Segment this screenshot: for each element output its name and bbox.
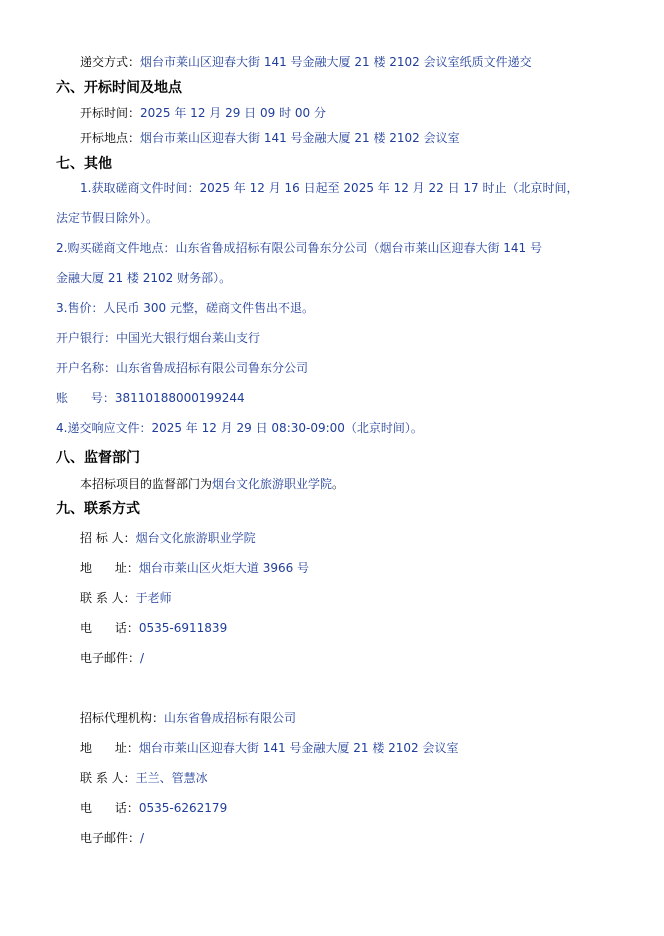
section-9-heading: 九、联系方式 — [56, 501, 140, 517]
agent-contact-value: 王兰、管慧冰 — [135, 771, 208, 785]
buyer-email-value: / — [140, 651, 145, 665]
opening-place-label: 开标地点： — [80, 131, 141, 145]
account-name-line — [56, 360, 308, 376]
buyer-email-line — [80, 650, 144, 666]
buyer-phone-value: 0535-6911839 — [138, 621, 228, 635]
account-number-value: 38110188000199244 — [114, 391, 245, 405]
item-1-line — [80, 180, 578, 196]
item-3-line: 3.售价：人民币 300 元整，磋商文件售出不退。 — [56, 301, 314, 315]
opening-place-line — [80, 130, 460, 146]
bank-value: 中国光大银行烟台莱山支行 — [116, 331, 261, 345]
buyer-address-line — [80, 560, 309, 576]
opening-time-value: 2025 年 12 月 29 日 09 时 00 分 — [140, 106, 326, 120]
item-1-continuation — [56, 210, 158, 226]
supervisor-line — [80, 476, 344, 492]
opening-time-label: 开标时间： — [80, 106, 141, 120]
agent-phone-label: 电 话： — [80, 801, 139, 815]
supervisor-value: 烟台文化旅游职业学院 — [212, 477, 333, 491]
submit-method-label: 递交方式： — [80, 55, 141, 69]
buyer-phone-line — [80, 620, 227, 636]
item-2-cont: 金融大厦 21 楼 2102 财务部）。 — [56, 271, 232, 285]
bank-line — [56, 330, 260, 346]
item-4-prefix: 4.递交响应文件： — [56, 421, 152, 435]
bank-label: 开户银行： — [56, 331, 117, 345]
buyer-contact-value: 于老师 — [135, 591, 172, 605]
agent-email-label: 电子邮件： — [80, 831, 141, 845]
agent-contact-line — [80, 770, 208, 786]
item-4-value: 2025 年 12 月 29 日 08:30-09:00（北京时间）。 — [151, 421, 423, 435]
item-4-line — [56, 420, 423, 436]
buyer-line — [80, 530, 256, 546]
supervisor-prefix: 本招标项目的监督部门为 — [80, 477, 213, 491]
agent-address-label: 地 址： — [80, 741, 139, 755]
buyer-contact-line — [80, 590, 172, 606]
agent-address-value: 烟台市莱山区迎春大街 141 号金融大厦 21 楼 2102 会议室 — [138, 741, 459, 755]
buyer-address-label: 地 址： — [80, 561, 139, 575]
buyer-contact-label: 联 系 人： — [80, 591, 136, 605]
agent-phone-line — [80, 800, 227, 816]
item-1-cont: 法定节假日除外）。 — [56, 211, 159, 225]
agent-line — [80, 710, 296, 726]
supervisor-suffix: 。 — [332, 477, 345, 491]
agent-email-line — [80, 830, 144, 846]
section-8-heading: 八、监督部门 — [56, 450, 140, 466]
agent-contact-label: 联 系 人： — [80, 771, 136, 785]
buyer-address-value: 烟台市莱山区火炬大道 3966 号 — [138, 561, 310, 575]
item-2-line — [56, 240, 542, 256]
account-number-label: 账 号： — [56, 391, 115, 405]
buyer-phone-label: 电 话： — [80, 621, 139, 635]
item-1-value: 2025 年 12 月 16 日起至 2025 年 12 月 22 日 17 时止（北京时间， — [199, 181, 579, 195]
opening-time-line — [80, 105, 326, 121]
item-1-prefix: 1.获取磋商文件时间： — [80, 181, 200, 195]
agent-label: 招标代理机构： — [80, 711, 165, 725]
submit-method-value: 烟台市莱山区迎春大街 141 号金融大厦 21 楼 2102 会议室纸质文件递交 — [140, 55, 532, 69]
section-6-heading: 六、开标时间及地点 — [56, 80, 182, 96]
item-2-prefix: 2.购买磋商文件地点： — [56, 241, 176, 255]
buyer-email-label: 电子邮件： — [80, 651, 141, 665]
agent-email-value: / — [140, 831, 145, 845]
submit-method-line — [80, 54, 532, 70]
item-2-value: 山东省鲁成招标有限公司鲁东分公司（烟台市莱山区迎春大街 141 号 — [175, 241, 542, 255]
account-name-value: 山东省鲁成招标有限公司鲁东分公司 — [116, 361, 309, 375]
account-name-label: 开户名称： — [56, 361, 117, 375]
agent-phone-value: 0535-6262179 — [138, 801, 228, 815]
buyer-label: 招 标 人： — [80, 531, 136, 545]
agent-address-line — [80, 740, 459, 756]
buyer-value: 烟台文化旅游职业学院 — [135, 531, 256, 545]
opening-place-value: 烟台市莱山区迎春大街 141 号金融大厦 21 楼 2102 会议室 — [140, 131, 460, 145]
item-2-continuation — [56, 270, 231, 286]
agent-value: 山东省鲁成招标有限公司 — [164, 711, 297, 725]
account-number-line — [56, 390, 245, 406]
section-7-heading: 七、其他 — [56, 156, 112, 172]
